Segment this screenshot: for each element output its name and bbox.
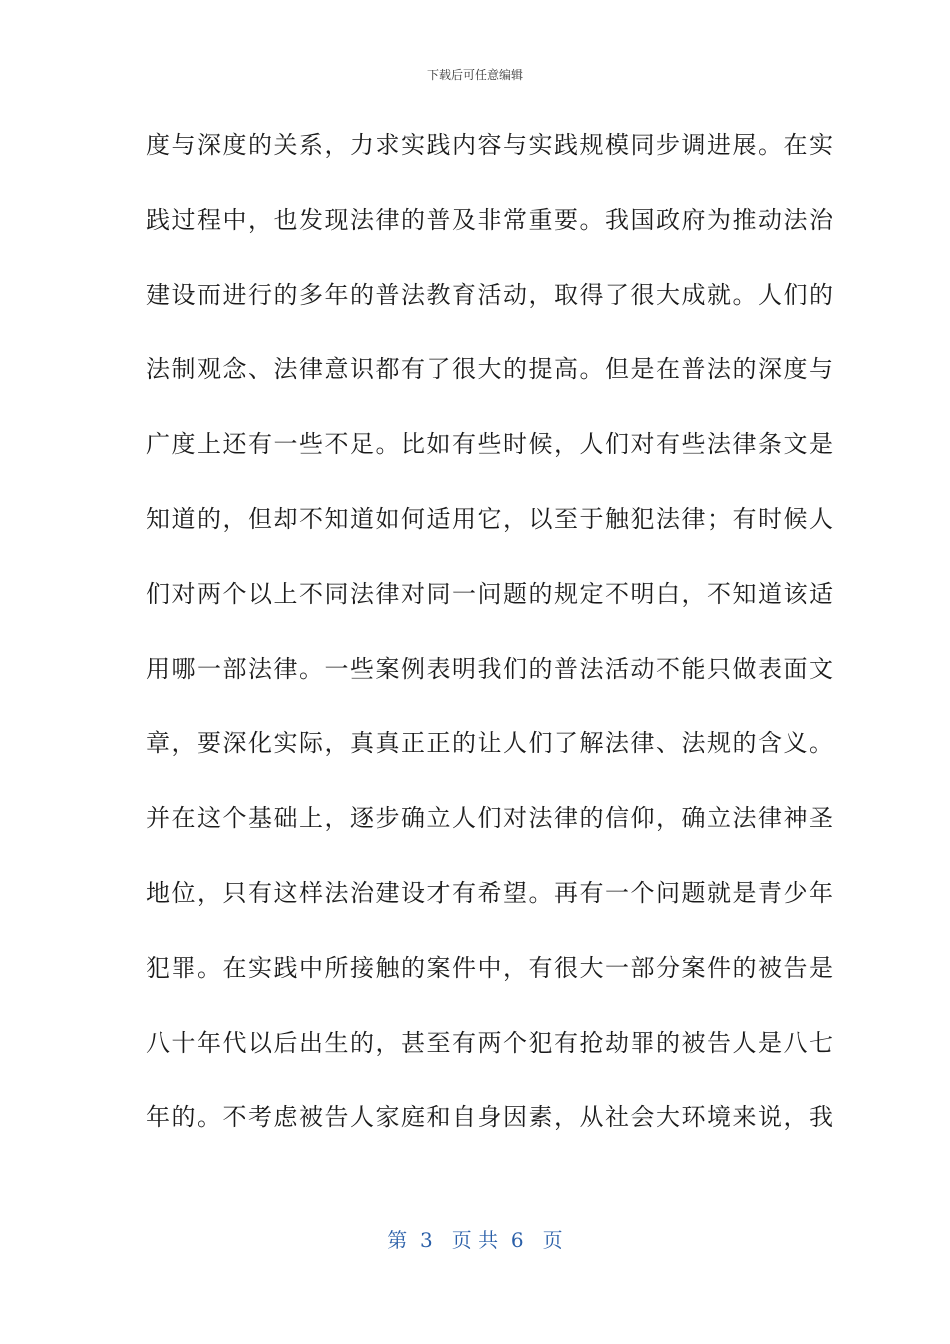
body-line: 广度上还有一些不足。比如有些时候，人们对有些法律条文是: [146, 430, 835, 459]
body-line: 度与深度的关系，力求实践内容与实践规模同步调进展。在实: [146, 131, 835, 159]
document-body: [146, 124, 835, 1171]
body-line: 知道的，但却不知道如何适用它，以至于触犯法律；有时候人: [146, 504, 835, 533]
body-line: 章，要深化实际，真真正正的让人们了解法律、法规的含义。: [146, 729, 835, 758]
body-line: 八十年代以后出生的，甚至有两个犯有抢劫罪的被告人是八七: [146, 1028, 835, 1057]
page-number-footer: 第 3 页 共 6 页: [387, 1228, 563, 1252]
body-line: 法制观念、法律意识都有了很大的提高。但是在普法的深度与: [146, 355, 835, 384]
body-line: 践过程中，也发现法律的普及非常重要。我国政府为推动法治: [146, 205, 835, 234]
body-line: 年的。不考虑被告人家庭和自身因素，从社会大环境来说，我: [146, 1103, 835, 1132]
body-line: 并在这个基础上，逐步确立人们对法律的信仰，确立法律神圣: [146, 804, 835, 833]
body-line: 们对两个以上不同法律对同一问题的规定不明白，不知道该适: [146, 579, 835, 608]
body-line: 地位，只有这样法治建设才有希望。再有一个问题就是青少年: [146, 878, 835, 907]
page-header: 下载后可任意编辑: [426, 68, 523, 82]
body-line: 用哪一部法律。一些案例表明我们的普法活动不能只做表面文: [146, 654, 835, 683]
body-line: 犯罪。在实践中所接触的案件中，有很大一部分案件的被告是: [146, 953, 835, 982]
body-line: 建设而进行的多年的普法教育活动，取得了很大成就。人们的: [146, 280, 835, 309]
